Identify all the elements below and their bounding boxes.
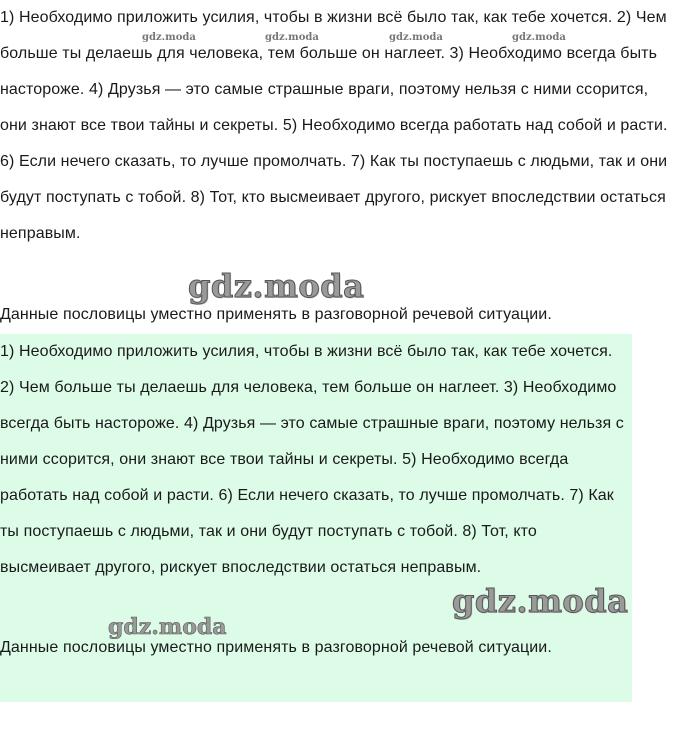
- paragraph-usage-situation-highlighted: Данные пословицы уместно применять в разговорной речевой ситуации.: [0, 639, 552, 656]
- paragraph-proverbs-explanation-highlighted: 1) Необходимо приложить усилия, чтобы в жизни всё было так, как тебе хочется. 2) Чем больше ты делаешь для человека, тем больше он наглеет. 3) Необходимо всегда быть настороже. 4) Друзья — это самые страшные враги, поэтому нельзя с ними ссорится, они знают все твои тайны и секреты. 5) Необходимо всегда работать над собой и расти. 6) Если нечего сказать, то лучше промолчать. 7) Как ты поступаешь с людьми, так и они будут поступать с тобой. 8) Тот, кто высмеивает другого, рискует впоследствии остаться неправым.: [0, 343, 624, 576]
- watermark-logo-large: gdz.moda: [452, 582, 629, 620]
- watermark-logo-large: gdz.moda: [188, 267, 365, 305]
- watermark-logo: gdz.moda: [389, 32, 443, 43]
- paragraph-proverbs-explanation: 1) Необходимо приложить усилия, чтобы в жизни всё было так, как тебе хочется. 2) Чем больше ты делаешь для человека, тем больше он наглеет. 3) Необходимо всегда быть настороже. 4) Друзья — это самые страшные враги, поэтому нельзя с ними ссорится, они знают все твои тайны и секреты. 5) Необходимо всегда работать над собой и расти. 6) Если нечего сказать, то лучше промолчать. 7) Как ты поступаешь с людьми, так и они будут поступать с тобой. 8) Тот, кто высмеивает другого, рискует впоследствии остаться неправым.: [0, 9, 668, 242]
- paragraph-usage-situation: Данные пословицы уместно применять в разговорной речевой ситуации.: [0, 306, 552, 323]
- watermark-logo: gdz.moda: [512, 32, 566, 43]
- watermark-logo: gdz.moda: [265, 32, 319, 43]
- watermark-logo: gdz.moda: [142, 32, 196, 43]
- watermark-logo-medium: gdz.moda: [108, 614, 227, 640]
